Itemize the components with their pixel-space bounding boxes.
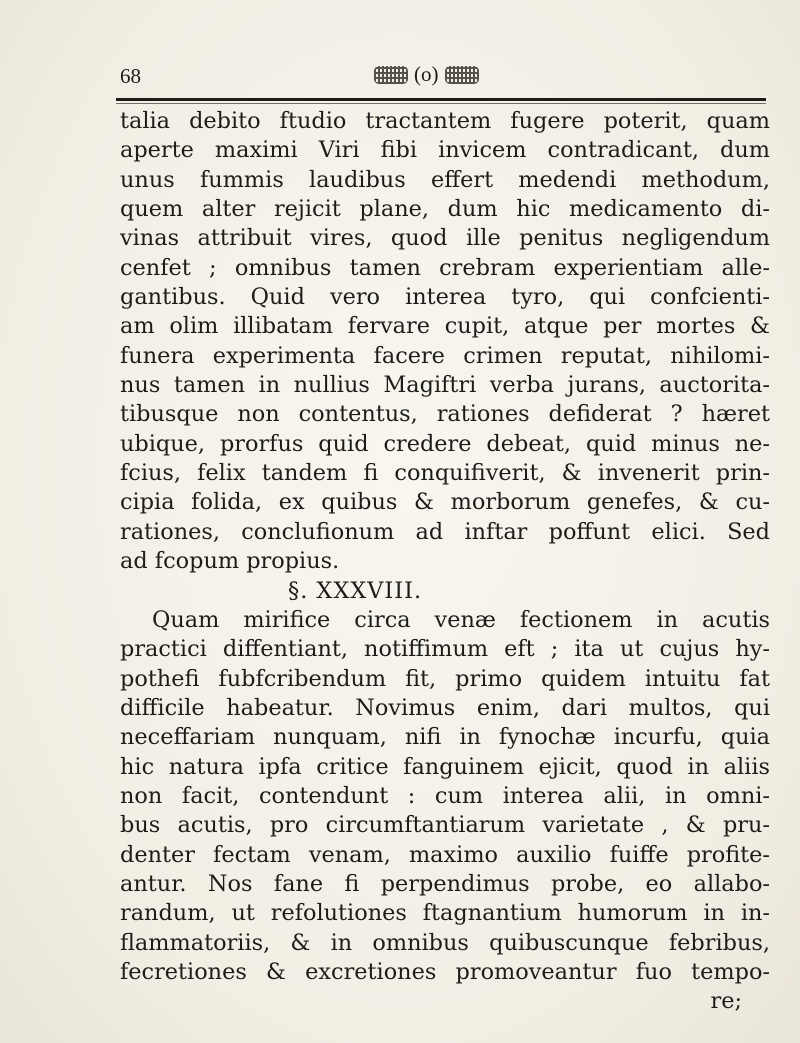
text-line: practici diffentiant, notiffimum eft ; ita ut cujus hy- <box>120 636 770 663</box>
text-line: nus tamen in nullius Magiftri verba jurans, auctorita- <box>120 372 770 399</box>
text-line: bus acutis, pro circumftantiarum varietate , & pru- <box>120 812 770 839</box>
text-line: vinas attribuit vires, quod ille penitus negligendum <box>120 225 770 252</box>
header-rule-thin <box>116 103 766 104</box>
catchword: re; <box>710 988 742 1015</box>
text-line: difficile habeatur. Novimus enim, dari multos, qui <box>120 694 770 721</box>
fleuron-right-icon <box>445 66 479 84</box>
text-line: non facit, contendunt : cum interea alii, in omni- <box>120 782 770 809</box>
text-line: cipia folida, ex quibus & morborum genefes, & cu- <box>120 489 770 516</box>
text-line: hic natura ipfa critice fanguinem ejicit, quod in aliis <box>120 753 770 780</box>
text-line: gantibus. Quid vero interea tyro, qui confcienti- <box>120 284 770 311</box>
body-text <box>120 107 770 1017</box>
fleuron-left-icon <box>374 66 408 84</box>
text-line: funera experimenta facere crimen reputat, nihilomi- <box>120 342 770 369</box>
text-line: fcius, felix tandem fi conquifiverit, & invenerit prin- <box>120 460 770 487</box>
header-ornament <box>374 62 479 87</box>
text-line: rationes, conclufionum ad inftar poffunt elici. Sed <box>120 518 770 545</box>
text-line: cenfet ; omnibus tamen crebram experientiam alle- <box>120 254 770 281</box>
text-line: pothefi fubfcribendum fit, primo quidem intuitu fat <box>120 665 770 692</box>
text-line: fecretiones & excretiones promoveantur fuo tempo- <box>120 958 770 985</box>
text-line: flammatoriis, & in omnibus quibuscunque febribus, <box>120 929 770 956</box>
text-line: denter fectam venam, maximo auxilio fuiffe profite- <box>120 841 770 868</box>
running-header <box>118 62 764 92</box>
ornament-center-mark: (o) <box>414 62 439 86</box>
text-line: antur. Nos fane fi perpendimus probe, eo allabo- <box>120 870 770 897</box>
text-line: aperte maximi Viri fibi invicem contradicant, dum <box>120 137 770 164</box>
text-line: talia debito ftudio tractantem fugere poterit, quam <box>120 108 770 134</box>
section-heading: §. XXXVIII. <box>288 577 423 604</box>
text-line: Quam mirifice circa venæ fectionem in acutis <box>152 606 770 633</box>
page-number: 68 <box>120 64 141 88</box>
text-line: randum, ut refolutiones ftagnantium humorum in in- <box>120 900 770 927</box>
text-line: am olim illibatam fervare cupit, atque per mortes & <box>120 313 770 340</box>
text-line: ubique, prorfus quid credere debeat, quid minus ne- <box>120 430 770 457</box>
text-line: neceffariam nunquam, nifi in fynochæ incurfu, quia <box>120 724 770 751</box>
text-line: ad fcopum propius. <box>120 548 340 575</box>
text-line: unus fummis laudibus effert medendi methodum, <box>120 166 770 193</box>
text-line: quem alter rejicit plane, dum hic medicamento di- <box>120 196 770 223</box>
header-rule <box>116 98 766 101</box>
text-line: tibusque non contentus, rationes defiderat ? hæret <box>120 401 770 428</box>
